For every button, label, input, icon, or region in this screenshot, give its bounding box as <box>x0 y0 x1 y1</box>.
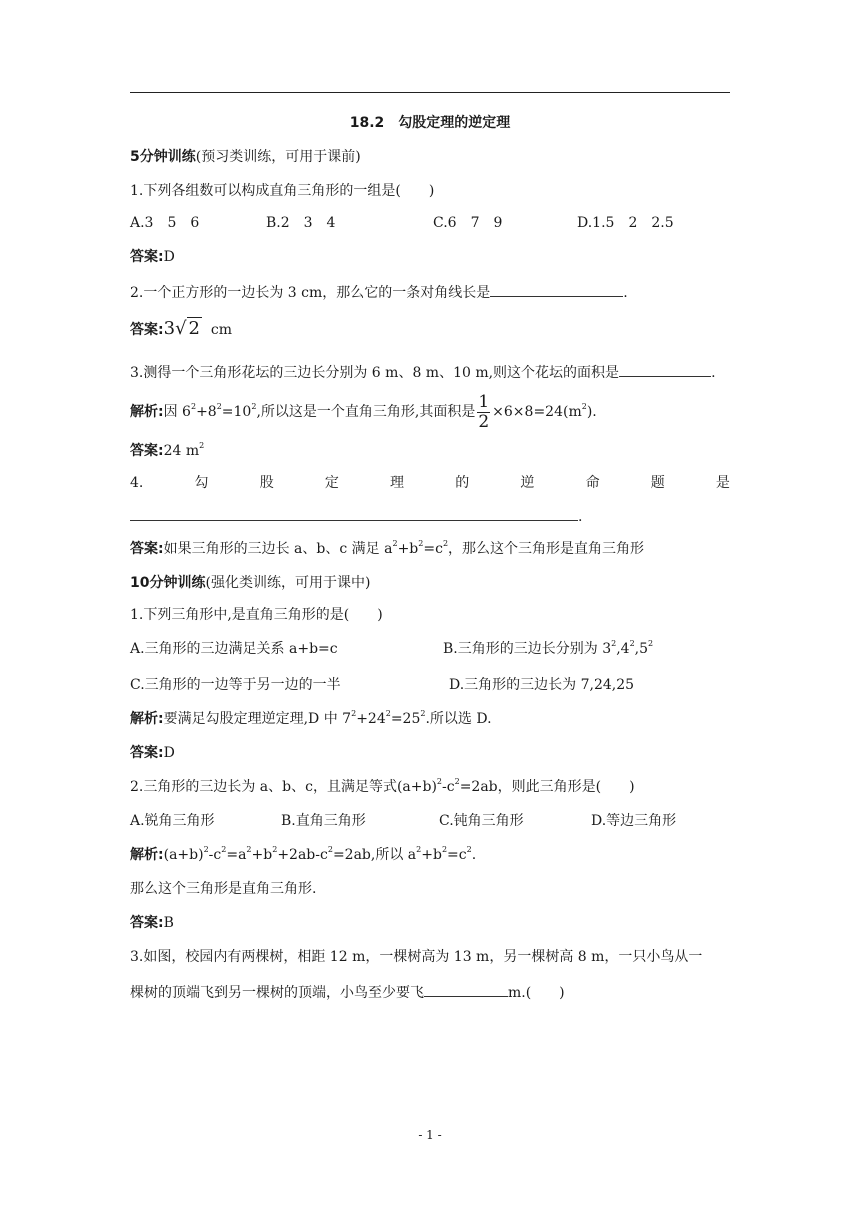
question-6-analysis <box>130 846 476 864</box>
superscript: 2 <box>385 709 391 718</box>
stem-word: 4. <box>130 475 144 491</box>
question-4-blank-line <box>130 506 582 526</box>
answer-text: =c <box>423 541 443 557</box>
answer-unit: cm <box>210 322 233 338</box>
section-heading-note: (预习类训练，可用于课前) <box>195 149 361 165</box>
question-text: 2.一个正方形的一边长为 3 cm，那么它的一条对角线长是 <box>130 285 491 301</box>
superscript: 2 <box>199 441 205 450</box>
option-a: A.锐角三角形 <box>130 813 215 829</box>
question-6-stem <box>130 778 635 796</box>
superscript: 2 <box>190 402 197 411</box>
superscript: 2 <box>581 402 587 411</box>
analysis-text: +2ab-c <box>277 847 328 863</box>
question-3-analysis <box>130 392 597 432</box>
answer-label: 答案: <box>130 541 164 557</box>
analysis-label: 解析: <box>130 847 164 863</box>
stem-word: 的 <box>455 475 470 491</box>
question-3-stem <box>130 362 716 382</box>
superscript: 2 <box>216 402 222 411</box>
option-c: C.三角形的一边等于另一边的一半 <box>130 677 341 693</box>
question-4-stem <box>130 474 730 492</box>
section-heading-label: 10分钟训练 <box>130 575 206 591</box>
option-text: ,4 <box>616 641 630 657</box>
superscript: 2 <box>351 709 357 718</box>
stem-word: 逆 <box>520 475 535 491</box>
question-5-analysis <box>130 710 492 728</box>
option-b: B.直角三角形 <box>281 813 366 829</box>
stem-word: 题 <box>650 475 665 491</box>
fraction <box>477 393 490 432</box>
section-heading-5min <box>130 148 361 166</box>
question-5-answer <box>130 744 175 762</box>
question-5-stem: 1.下列三角形中,是直角三角形的是( ) <box>130 607 383 623</box>
question-5-options-row1 <box>130 640 730 658</box>
stem-text: =2ab，则此三角形是( ) <box>459 779 635 795</box>
stem-word: 股 <box>259 475 274 491</box>
section-heading-label: 5分钟训练 <box>130 149 196 165</box>
question-end: . <box>711 365 716 381</box>
answer-text: 如果三角形的三边长 a、b、c 满足 a <box>163 541 393 557</box>
analysis-label: 解析: <box>130 711 164 727</box>
answer-label: 答案: <box>130 249 164 265</box>
option-text: B.三角形的三边长分别为 3 <box>443 641 612 657</box>
stem-text: 2.三角形的三边长为 a、b、c，且满足等式(a+b) <box>130 779 437 795</box>
answer-value: B <box>163 915 174 931</box>
analysis-text: ,所以这是一个直角三角形,其面积是 <box>256 404 476 420</box>
option-d: D.等边三角形 <box>591 813 677 829</box>
option-text: ,5 <box>634 641 649 657</box>
answer-value: 24 m <box>163 443 200 459</box>
stem-word: 是 <box>715 475 730 491</box>
analysis-text: =2ab,所以 a <box>332 847 417 863</box>
fill-blank <box>424 982 508 997</box>
analysis-text: -c <box>208 847 222 863</box>
superscript: 2 <box>251 402 257 411</box>
analysis-text: 要满足勾股定理逆定理,D 中 7 <box>163 711 352 727</box>
fill-blank <box>619 362 711 377</box>
analysis-text: =a <box>226 847 247 863</box>
fraction-denominator: 2 <box>478 411 490 432</box>
fill-blank <box>130 506 578 521</box>
superscript: 2 <box>629 639 635 648</box>
superscript: 2 <box>420 709 426 718</box>
sqrt-radicand: 2 <box>188 318 200 339</box>
superscript: 2 <box>436 777 443 786</box>
superscript: 2 <box>442 539 449 548</box>
question-6-answer <box>130 914 174 932</box>
question-1-answer <box>130 248 175 266</box>
superscript: 2 <box>203 845 209 854</box>
option-c: C.6 7 9 <box>433 215 503 231</box>
superscript: 2 <box>466 845 472 854</box>
option-d: D.三角形的三边长为 7,24,25 <box>449 677 635 693</box>
superscript: 2 <box>648 639 654 648</box>
answer-text: ，那么这个三角形是直角三角形 <box>448 541 645 557</box>
superscript: 2 <box>327 845 333 854</box>
option-b <box>443 640 653 658</box>
question-2-stem <box>130 282 628 302</box>
analysis-label: 解析: <box>130 404 164 420</box>
analysis-text: (a+b) <box>163 847 204 863</box>
answer-label: 答案: <box>130 443 164 459</box>
option-b: B.2 3 4 <box>266 215 336 231</box>
fill-blank <box>490 282 623 297</box>
section-heading-note: (强化类训练，可用于课中) <box>205 575 371 591</box>
superscript: 2 <box>416 845 422 854</box>
section-heading-10min <box>130 574 370 592</box>
question-2-answer <box>130 320 232 339</box>
answer-label: 答案: <box>130 745 164 761</box>
question-1-stem: 1.下列各组数可以构成直角三角形的一组是( ) <box>130 183 435 199</box>
answer-value: D <box>163 745 175 761</box>
stem-word: 理 <box>390 475 405 491</box>
option-c: C.钝角三角形 <box>439 813 524 829</box>
header-rule <box>130 92 730 93</box>
question-end: . <box>578 509 583 525</box>
question-end: . <box>623 285 628 301</box>
superscript: 2 <box>454 777 460 786</box>
question-7-line-2 <box>130 982 565 1002</box>
stem-word: 定 <box>324 475 339 491</box>
page-number: - 1 - <box>418 1128 442 1142</box>
question-end: m.( ) <box>508 985 565 1001</box>
sqrt-expression: 3√ 2 <box>163 318 200 339</box>
analysis-text: ×6×8=24(m <box>492 404 582 420</box>
superscript: 2 <box>441 845 448 854</box>
analysis-text: =c <box>447 847 467 863</box>
analysis-text: 因 6 <box>163 404 191 420</box>
answer-value: D <box>163 249 175 265</box>
superscript: 2 <box>221 845 227 854</box>
analysis-text: +b <box>421 847 442 863</box>
option-a: A.3 5 6 <box>130 215 200 231</box>
analysis-text: ). <box>586 404 597 420</box>
analysis-text: +8 <box>196 404 217 420</box>
question-6-conclusion: 那么这个三角形是直角三角形. <box>130 881 317 897</box>
option-a: A.三角形的三边满足关系 a+b=c <box>130 641 338 657</box>
question-4-answer <box>130 540 644 558</box>
question-5-options-row2 <box>130 676 730 694</box>
analysis-text: =10 <box>221 404 252 420</box>
answer-text: +b <box>397 541 419 557</box>
stem-text: -c <box>442 779 455 795</box>
stem-word: 勾 <box>194 475 209 491</box>
answer-label: 答案: <box>130 322 164 338</box>
fraction-numerator: 1 <box>478 391 490 412</box>
superscript: 2 <box>392 539 398 548</box>
analysis-text: .所以选 D. <box>425 711 492 727</box>
stem-word: 命 <box>585 475 600 491</box>
option-d: D.1.5 2 2.5 <box>577 215 674 231</box>
analysis-text: +b <box>251 847 273 863</box>
sqrt-coef: 3 <box>163 318 176 339</box>
question-text: 3.测得一个三角形花坛的三边长分别为 6 m、8 m、10 m,则这个花坛的面积是 <box>130 365 620 381</box>
analysis-text: =25 <box>390 711 421 727</box>
question-text: 棵树的顶端飞到另一棵树的顶端，小鸟至少要飞 <box>130 985 424 1001</box>
page-title: 18.2 勾股定理的逆定理 <box>349 115 511 131</box>
question-6-options <box>130 812 730 830</box>
question-7-line-1: 3.如图，校园内有两棵树，相距 12 m，一棵树高为 13 m，另一棵树高 8 m，一只小鸟从一 <box>130 949 703 965</box>
superscript: 2 <box>272 845 278 854</box>
question-3-answer <box>130 442 204 460</box>
answer-label: 答案: <box>130 915 164 931</box>
analysis-text: . <box>471 847 477 863</box>
superscript: 2 <box>611 639 617 648</box>
question-1-options <box>130 214 730 232</box>
superscript: 2 <box>418 539 424 548</box>
analysis-text: +24 <box>356 711 386 727</box>
superscript: 2 <box>246 845 252 854</box>
